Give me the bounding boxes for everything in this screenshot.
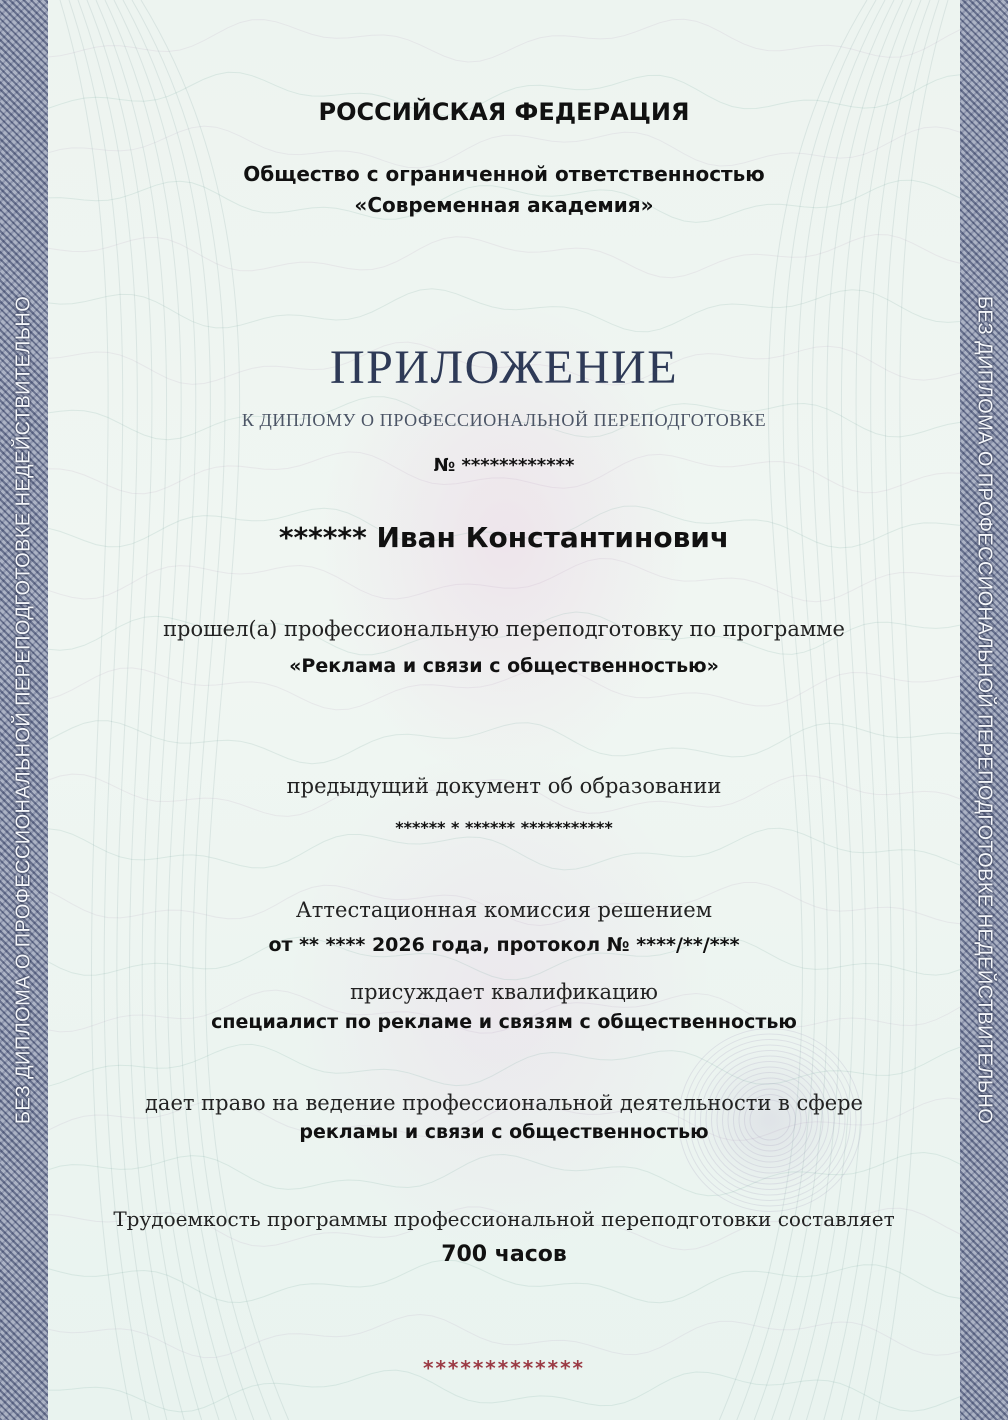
commission-decision: от ** **** 2026 года, протокол № ****/**/***	[268, 934, 740, 956]
previous-document-value: ****** * ****** ***********	[395, 818, 613, 837]
guilloche-wave	[0, 235, 1008, 278]
country-heading: РОССИЙСКАЯ ФЕДЕРАЦИЯ	[318, 98, 690, 126]
left-band-text: БЕЗ ДИПЛОМА О ПРОФЕССИОНАЛЬНОЙ ПЕРЕПОДГОТОВКЕ НЕДЕЙСТВИТЕЛЬНО	[12, 295, 35, 1125]
guilloche-wave	[0, 289, 1008, 332]
awards-qualification-text: присуждает квалификацию	[350, 980, 658, 1004]
rosette-ring	[723, 1073, 818, 1168]
recipient-full-name: ****** Иван Константинович	[278, 521, 730, 554]
rosette-ring	[712, 1062, 829, 1179]
document-subtitle: К ДИПЛОМУ О ПРОФЕССИОНАЛЬНОЙ ПЕРЕПОДГОТОВКЕ	[241, 410, 767, 430]
rosette-ring	[701, 1051, 840, 1190]
guilloche-wave	[0, 1044, 1008, 1087]
commission-text: Аттестационная комиссия решением	[295, 898, 713, 922]
right-band-text: БЕЗ ДИПЛОМА О ПРОФЕССИОНАЛЬНОЙ ПЕРЕПОДГОТОВКЕ НЕДЕЙСТВИТЕЛЬНО	[973, 295, 996, 1125]
document-title: ПРИЛОЖЕНИЕ	[329, 341, 679, 394]
organization-line-1: Общество с ограниченной ответственностью	[243, 162, 765, 186]
organization-line-2: «Современная академия»	[354, 193, 654, 217]
rights-text: дает право на ведение профессиональной деятельности в сфере	[145, 1091, 863, 1115]
document-number: № ************	[433, 455, 575, 476]
workload-text: Трудоемкость программы профессиональной переподготовки составляет	[113, 1207, 895, 1231]
program-name: «Реклама и связи с общественностью»	[289, 655, 719, 677]
previous-document-label: предыдущий документ об образовании	[286, 774, 722, 798]
registration-number-stars: *************	[423, 1356, 585, 1380]
rosette-ring	[706, 1056, 834, 1184]
program-hours: 700 часов	[441, 1242, 567, 1267]
qualification-name: специалист по рекламе и связям с общественностью	[211, 1011, 797, 1033]
guilloche-wave	[0, 559, 1008, 602]
rosette-ring	[717, 1067, 823, 1173]
passed-training-text: прошел(а) профессиональную переподготовку по программе	[163, 617, 845, 641]
rosette-ring	[684, 1034, 856, 1206]
activity-sphere: рекламы и связи с общественностью	[299, 1121, 709, 1143]
guilloche-wave	[0, 19, 1008, 62]
